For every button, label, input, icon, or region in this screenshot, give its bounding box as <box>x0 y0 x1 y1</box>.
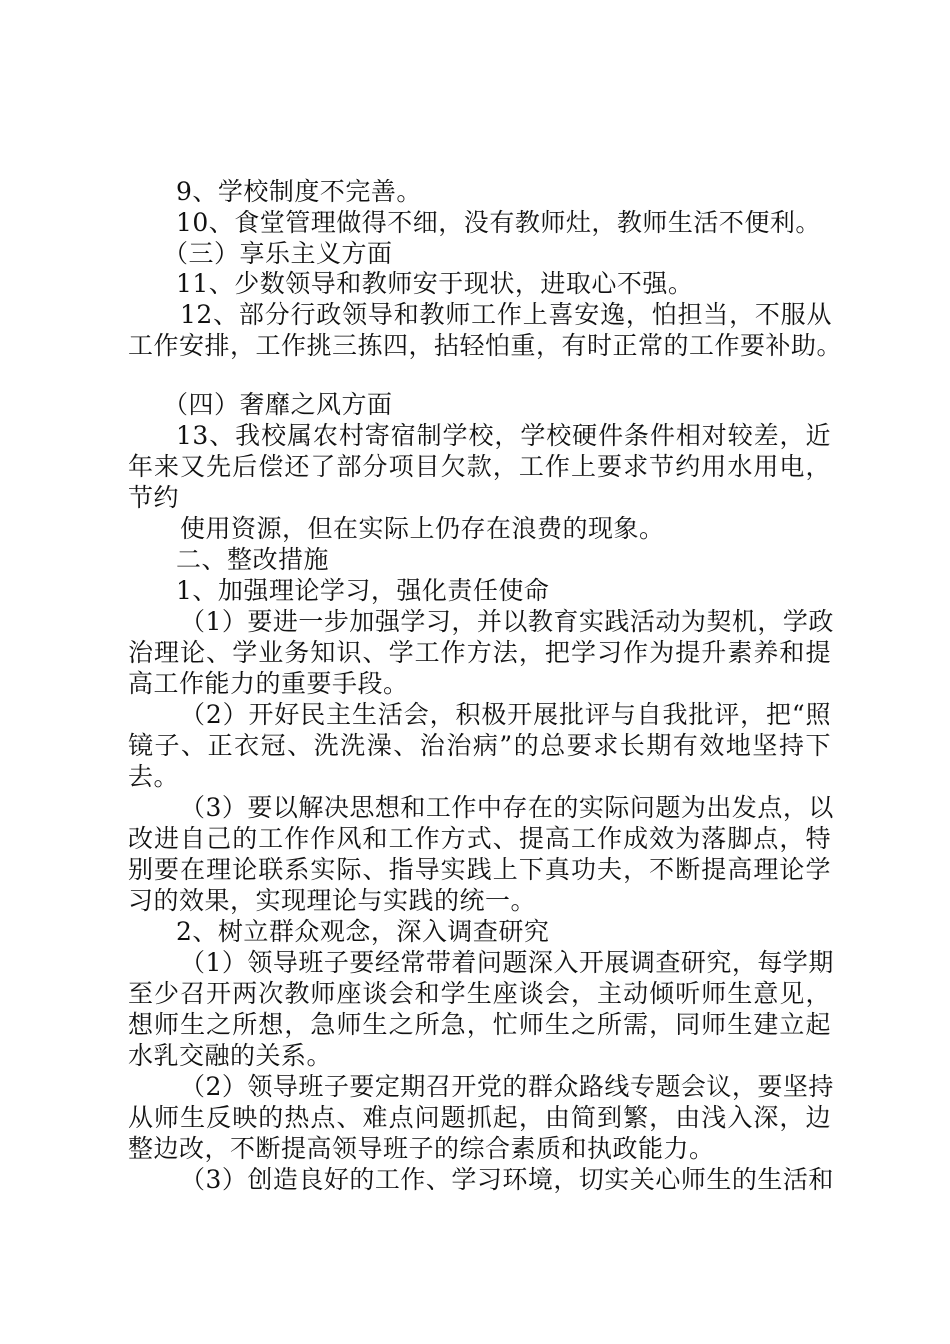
item-1-3-continued-2: 别要在理论联系实际、指导实践上下真功夫，不断提高理论学 <box>128 855 831 884</box>
item-2-1-continued: 至少召开两次教师座谈会和学生座谈会，主动倾听师生意见， <box>128 979 831 1008</box>
item-1-1-continued: 治理论、学业务知识、学工作方法，把学习作为提升素养和提 <box>128 638 831 667</box>
item-1-1: （1）要进一步加强学习，并以教育实践活动为契机，学政 <box>180 607 834 636</box>
heading-rectification-measures: 二、整改措施 <box>176 545 330 574</box>
line-13-waste: 使用资源，但在实际上仍存在浪费的现象。 <box>180 514 665 543</box>
item-1-3-continued: 改进自己的工作作风和工作方式、提高工作成效为落脚点，特 <box>128 824 831 853</box>
item-2-1: （1）领导班子要经常带着问题深入开展调查研究，每学期 <box>180 948 834 977</box>
section-heading-extravagance: （四）奢靡之风方面 <box>163 390 393 419</box>
item-2-3: （3）创造良好的工作、学习环境，切实关心师生的生活和 <box>180 1165 834 1194</box>
item-2-1-end: 水乳交融的关系。 <box>128 1041 333 1070</box>
item-1-2-continued: 镜子、正衣冠、洗洗澡、治治病”的总要求长期有效地坚持下 <box>128 731 831 760</box>
line-9-school-rules: 9、学校制度不完善。 <box>176 177 422 206</box>
section-heading-hedonism: （三）享乐主义方面 <box>163 239 393 268</box>
item-1-1-end: 高工作能力的重要手段。 <box>128 669 409 698</box>
item-2-2-continued: 从师生反映的热点、难点问题抓起，由简到繁，由浅入深，边 <box>128 1103 831 1132</box>
item-1-2-end: 去。 <box>128 762 180 791</box>
item-1-3-end: 习的效果，实现理论与实践的统一。 <box>128 886 537 915</box>
subheading-mass-viewpoint: 2、树立群众观念，深入调查研究 <box>176 917 550 946</box>
line-12-continued: 工作安排，工作挑三拣四，拈轻怕重，有时正常的工作要补助。 <box>128 331 843 360</box>
item-1-2: （2）开好民主生活会，积极开展批评与自我批评，把“照 <box>180 700 831 729</box>
item-1-3: （3）要以解决思想和工作中存在的实际问题为出发点，以 <box>180 793 834 822</box>
line-10-canteen: 10、食堂管理做得不细，没有教师灶，教师生活不便利。 <box>176 208 821 237</box>
item-2-2: （2）领导班子要定期召开党的群众路线专题会议，要坚持 <box>180 1072 834 1101</box>
subheading-theory-study: 1、加强理论学习，强化责任使命 <box>176 576 550 605</box>
line-12-admin-staff: 12、部分行政领导和教师工作上喜安逸，怕担当，不服从 <box>180 300 832 329</box>
line-11-complacency: 11、少数领导和教师安于现状，进取心不强。 <box>176 269 694 298</box>
item-2-2-end: 整边改，不断提高领导班子的综合素质和执政能力。 <box>128 1134 715 1163</box>
item-2-1-continued-2: 想师生之所想，急师生之所急，忙师生之所需，同师生建立起 <box>128 1010 831 1039</box>
line-13-continued: 年来又先后偿还了部分项目欠款，工作上要求节约用水用电， <box>128 452 831 481</box>
line-13-save: 节约 <box>128 483 180 512</box>
line-13-rural-boarding: 13、我校属农村寄宿制学校，学校硬件条件相对较差，近 <box>176 421 831 450</box>
